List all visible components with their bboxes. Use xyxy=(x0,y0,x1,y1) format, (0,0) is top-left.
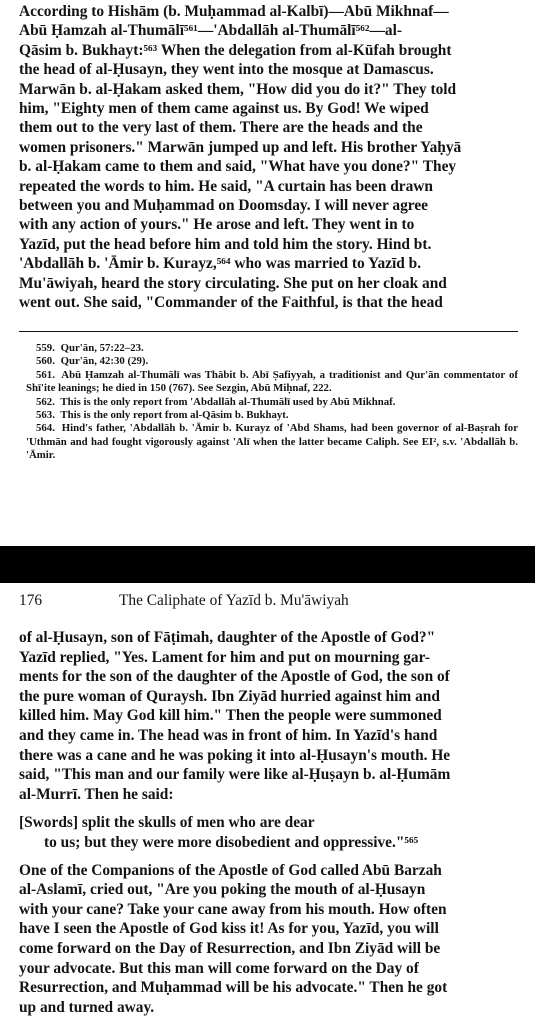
text-line: went out. She said, "Commander of the Faithful, is that the head xyxy=(19,294,443,312)
text-line: of al-Ḥusayn, son of Fāṭimah, daughter of the Apostle of God?" xyxy=(19,629,436,646)
text-line: 'Abdallāh b. 'Āmir b. Kurayz,⁵⁶⁴ who was married to Yazīd b. xyxy=(19,255,422,273)
text-line: al-Murrī. Then he said: xyxy=(19,785,174,803)
text-line: Resurrection, and Muḥammad will be his advocate." Then he got xyxy=(19,979,448,997)
text-line: with any action of yours." He arose and left. They went in to xyxy=(19,216,415,234)
bottom-page-body-text xyxy=(19,628,518,1017)
footnote-text: This is the only report from 'Abdallāh al-Thumālī used by Abū Mikhnaf. xyxy=(60,395,396,408)
text-line: up and turned away. xyxy=(19,998,155,1016)
text-line: with your cane? Take your cane away from his mouth. How often xyxy=(19,900,447,918)
text-line: women prisoners." Marwān jumped up and left. His brother Yaḥyā xyxy=(19,138,462,156)
page-number: 176 xyxy=(19,592,43,609)
footnote-text: Qur'ān, 57:22–23. xyxy=(60,342,144,354)
text-line: Marwān b. al-Ḥakam asked them, "How did you do it?" They told xyxy=(19,80,457,98)
text-line: b. al-Ḥakam came to them and said, "What have you done?" They xyxy=(19,158,457,176)
footnote xyxy=(26,355,518,368)
text-line: have I seen the Apostle of God kiss it! As for you, Yazīd, you will xyxy=(19,920,439,938)
text-line: said, "This man and our family were like al-Ḥuṣayn b. al-Ḥumām xyxy=(19,766,451,784)
footnote-number: 562. xyxy=(36,395,55,408)
bottom-page xyxy=(0,583,535,1024)
top-body-paragraph xyxy=(19,2,518,313)
footnote-text: Hind's father, 'Abdallāh b. 'Āmir b. Kurayz of 'Abd Shams, had been governor of al-Baṣrah for 'Uthmān and had fought vigorously against 'Alī when the latter became Caliph. See EI², s.v. 'Abdallāh b. 'Āmir. xyxy=(26,422,518,462)
text-line: killed him. May God kill him." Then the people were summoned xyxy=(19,707,442,725)
text-line: Yazīd replied, "Yes. Lament for him and put on mourning gar- xyxy=(19,648,431,666)
text-line: between you and Muḥammad on Doomsday. I will never agree xyxy=(19,197,429,215)
text-line: According to Hishām (b. Muḥammad al-Kalbī)—Abū Mikhnaf— xyxy=(19,3,449,20)
text-line: the pure woman of Quraysh. Ibn Ziyād hurried against him and xyxy=(19,687,440,705)
text-line: the head of al-Ḥusayn, they went into the mosque at Damascus. xyxy=(19,61,434,79)
footnotes xyxy=(26,342,518,463)
footnote-rule xyxy=(19,331,518,332)
footnote xyxy=(26,342,518,355)
text-line: repeated the words to him. He said, "A curtain has been drawn xyxy=(19,177,433,195)
footnote-number: 559. xyxy=(36,342,55,354)
body-paragraph xyxy=(19,861,518,1018)
text-line: come forward on the Day of Resurrection, and Ibn Ziyād will be xyxy=(19,939,441,957)
footnote xyxy=(26,409,518,422)
text-line: Qāsim b. Bukhayt:⁵⁶³ When the delegation from al-Kūfah brought xyxy=(19,41,452,59)
poetry-verse xyxy=(19,813,518,852)
verse-line: [Swords] split the skulls of men who are dear xyxy=(19,814,315,832)
running-head xyxy=(19,591,518,611)
footnote-text: Abū Ḥamzah al-Thumālī was Thābit b. Abī Ṣafiyyah, a traditionist and Qur'ān commentator of Shī'ite leanings; he died in 150 (767). See Sezgin, Abū Miḥnaf, 222. xyxy=(26,368,518,395)
text-line: One of the Companions of the Apostle of God called Abū Barzah xyxy=(19,861,442,879)
text-line: there was a cane and he was poking it into al-Ḥusayn's mouth. He xyxy=(19,746,451,764)
text-line: Mu'āwiyah, heard the story circulating. She put on her cloak and xyxy=(19,274,447,292)
footnote xyxy=(26,369,518,396)
footnote-number: 561. xyxy=(36,368,55,381)
text-line: your advocate. But this man will come forward on the Day of xyxy=(19,959,419,977)
footnote-text: This is the only report from al-Qāsim b. Bukhayt. xyxy=(60,409,289,422)
footnote-number: 564. xyxy=(36,422,55,435)
text-line: him, "Eighty men of them came against us. By God! We wiped xyxy=(19,100,429,118)
top-page-body-text xyxy=(19,2,518,313)
footnote-text: Qur'ān, 42:30 (29). xyxy=(60,355,149,368)
verse-line: to us; but they were more disobedient and oppressive."⁵⁶⁵ xyxy=(44,833,419,851)
page-separator-band xyxy=(0,546,535,583)
footnote xyxy=(26,422,518,462)
footnote-number: 563. xyxy=(36,409,55,422)
text-line: and they came in. The head was in front of him. In Yazīd's hand xyxy=(19,726,438,744)
running-title: The Caliphate of Yazīd b. Mu'āwiyah xyxy=(119,592,349,609)
footnote-number: 560. xyxy=(36,355,55,368)
footnote xyxy=(26,396,518,409)
text-line: Yazīd, put the head before him and told him the story. Hind bt. xyxy=(19,235,432,253)
text-line: them out to the very last of them. There are the heads and the xyxy=(19,119,423,137)
text-line: Abū Ḥamzah al-Thumālī⁵⁶¹—'Abdallāh al-Thumālī⁵⁶²—al- xyxy=(19,22,403,40)
text-line: al-Aslamī, cried out, "Are you poking the mouth of al-Ḥusayn xyxy=(19,881,426,899)
text-line: ments for the son of the daughter of the Apostle of God, the son of xyxy=(19,668,450,686)
body-paragraph xyxy=(19,628,518,804)
